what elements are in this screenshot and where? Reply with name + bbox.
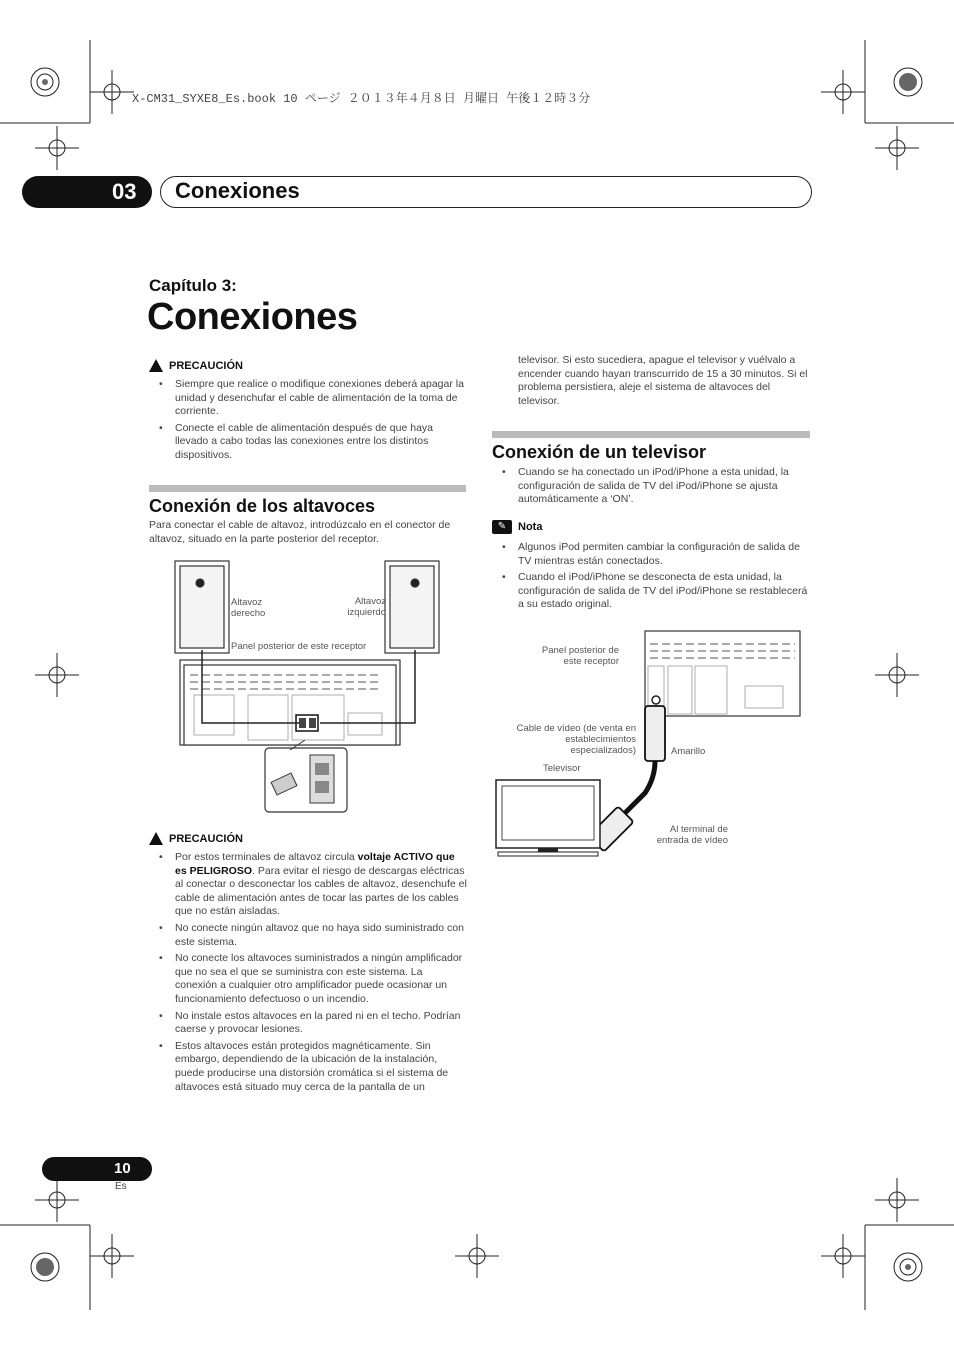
chapter-title: Conexiones	[175, 178, 300, 203]
page-number: 10	[114, 1160, 131, 1177]
label-right-speaker: Altavoz derecho	[231, 597, 266, 619]
section-divider	[149, 485, 466, 492]
label-video-input: Al terminal de entrada de vídeo	[656, 824, 728, 846]
list-item: • No conecte los altavoces suministrados a ningún amplificador que no sea el que se suministra con este sistema. La conexión a cualquier otro amplificador puede ocasionar un funcionamiento defectuoso o un incendio.	[175, 952, 467, 1006]
list-item: • Cuando el iPod/iPhone se desconecta de esta unidad, la configuración de salida de TV del iPod/iPhone se restablecerá a su estado original.	[518, 571, 810, 612]
list-item: • No instale estos altavoces en la pared ni en el techo. Podrían caerse y provocar lesiones.	[175, 1010, 467, 1037]
caution-block-2	[149, 832, 467, 1097]
label-rear-panel: Panel posterior de este receptor	[231, 641, 367, 652]
note-icon: ✎	[492, 520, 512, 534]
section-title-speakers: Conexión de los altavoces	[149, 496, 376, 516]
warning-icon	[149, 832, 163, 845]
section-title-tv: Conexión de un televisor	[492, 442, 707, 462]
speakers-intro: Para conectar el cable de altavoz, introdúzcalo en el conector de altavoz, situado en la parte posterior del receptor.	[149, 519, 451, 545]
print-header: X-CM31_SYXE8_Es.book 10 ページ ２０１３年４月８日 月曜日 午後１２時３分	[132, 92, 591, 106]
page-badge	[42, 1157, 152, 1181]
tv-bullets	[492, 466, 810, 510]
continued-text: televisor. Si esto sucediera, apague el televisor y vuélvalo a encender cuando hayan transcurrido de 15 a 30 minutos. Si el problema persistiera, aleje el sistema de altavoces del televisor.	[518, 354, 808, 407]
note-heading: Nota	[518, 521, 543, 533]
speakers-diagram	[170, 555, 450, 815]
chapter-number: 03	[112, 179, 137, 204]
section-divider	[492, 431, 810, 438]
caution-heading: PRECAUCIÓN	[169, 359, 243, 372]
note-block	[492, 520, 810, 615]
list-item: • Por estos terminales de altavoz circula voltaje ACTIVO que es PELIGROSO. Para evitar el riesgo de descargas eléctricas al conectar o desconectar los cables de altavoz, desenchufe el cable de alimentación antes de tocar las partes de los cables que no están aisladas.	[175, 851, 467, 919]
chapter-label: Capítulo 3:	[149, 276, 237, 295]
list-item: • Algunos iPod permiten cambiar la configuración de salida de TV mientras están conectados.	[518, 541, 810, 568]
label-yellow: Amarillo	[671, 746, 706, 757]
list-item: • Cuando se ha conectado un iPod/iPhone a esta unidad, la configuración de salida de TV del iPod/iPhone se ajusta automáticamente a ‘ON’.	[518, 466, 810, 507]
page-title: Conexiones	[147, 296, 358, 338]
label-tv: Televisor	[543, 763, 581, 774]
label-video-cable: Cable de vídeo (de venta en establecimientos especializados)	[516, 723, 636, 756]
list-item: • No conecte ningún altavoz que no haya sido suministrado con este sistema.	[175, 922, 467, 949]
list-item: • Siempre que realice o modifique conexiones deberá apagar la unidad y desenchufar el cable de alimentación de la toma de corriente.	[175, 378, 467, 419]
label-left-speaker: Altavoz izquierdo	[347, 596, 386, 618]
caution-block-1	[149, 359, 467, 466]
list-item: • Estos altavoces están protegidos magnéticamente. Sin embargo, dependiendo de la ubicación de la instalación, puede producirse una distorsión cromática si el sistema de altavoces está situado muy cerca de la pantalla de un	[175, 1040, 467, 1094]
list-item: • Conecte el cable de alimentación después de que haya llevado a cabo todas las conexiones entre los distintos dispositivos.	[175, 422, 467, 463]
label-tv-rear-panel: Panel posterior de este receptor	[541, 645, 619, 667]
warning-icon	[149, 359, 163, 372]
caution-heading: PRECAUCIÓN	[169, 832, 243, 845]
page-language: Es	[115, 1181, 127, 1192]
